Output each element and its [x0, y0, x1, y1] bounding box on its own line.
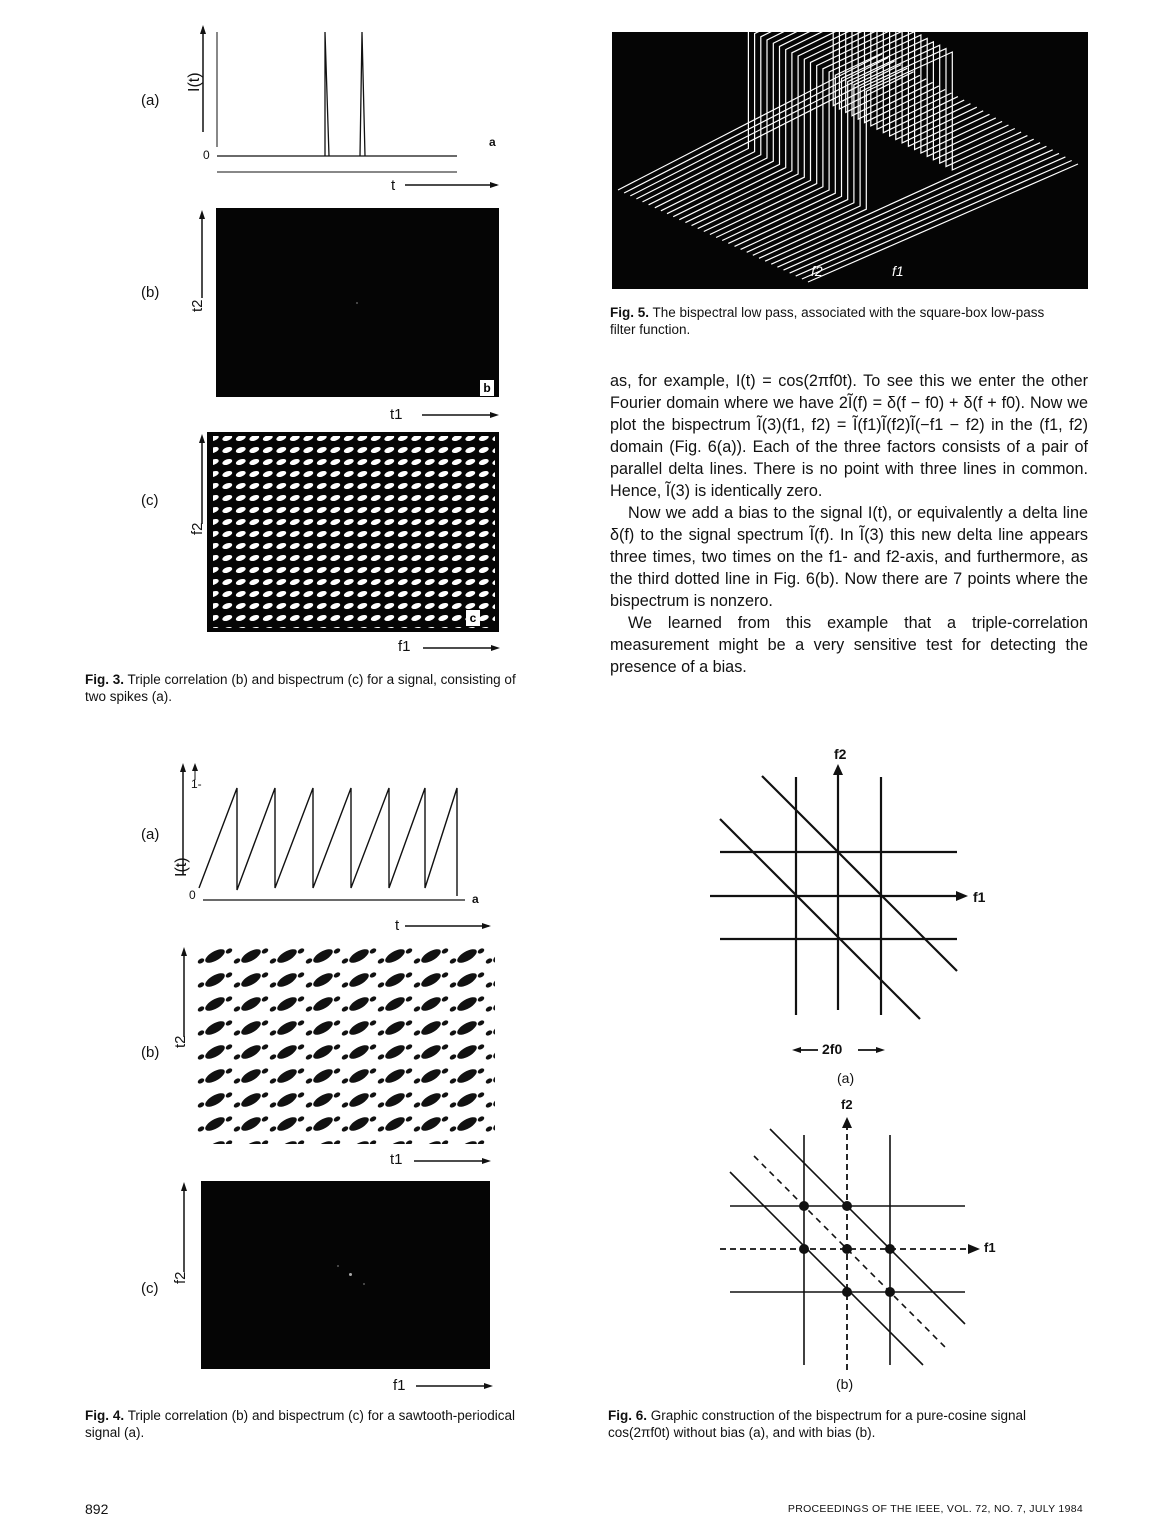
fig4-a-one: 1-	[191, 777, 202, 791]
fig6-a-construction-diagram	[700, 760, 980, 1060]
fig6-caption-text: Graphic construction of the bispectrum for a pure-cosine signal cos(2πf0t) without bias (a), and with bias (b).	[608, 1408, 1026, 1440]
fig3-c-tag: c	[466, 610, 480, 626]
fig6-b-axis-y-label: f2	[841, 1097, 853, 1112]
fig4-c-bispectrum-image	[201, 1181, 490, 1369]
fig5-label-f1: f1	[892, 263, 904, 279]
fig4-c-x-arrow	[414, 1381, 494, 1391]
fig3-caption-text: Triple correlation (b) and bispectrum (c) for a signal, consisting of two spikes (a).	[85, 672, 516, 704]
fig6-a-spacing-label: 2f0	[822, 1041, 843, 1057]
fig5-caption-text: The bispectral low pass, associated with the square-box low-pass filter function.	[610, 305, 1045, 337]
fig3-a-zero: 0	[203, 148, 210, 162]
fig4-a-tag: a	[472, 892, 479, 906]
fig4-panel-b-label: (b)	[141, 1044, 160, 1061]
journal-footer: PROCEEDINGS OF THE IEEE, VOL. 72, NO. 7, JULY 1984	[787, 1503, 1083, 1515]
fig5-caption-title: Fig. 5.	[610, 305, 650, 320]
fig4-panel-c-label: (c)	[141, 1280, 159, 1297]
fig4-b-ylabel: t2	[172, 1035, 189, 1048]
fig3-c-ylabel: f2	[189, 522, 206, 535]
fig3-panel-b-label: (b)	[141, 284, 160, 301]
fig5-caption	[610, 304, 1060, 338]
fig6-a-panel-label: (a)	[837, 1070, 855, 1086]
fig3-a-tag: a	[489, 135, 496, 149]
fig4-a-sawtooth-plot	[175, 760, 505, 940]
fig6-caption	[608, 1407, 1038, 1441]
fig3-b-y-arrow	[195, 208, 209, 308]
fig5-label-f2: f2	[811, 263, 823, 279]
fig4-b-y-arrow	[177, 945, 191, 1045]
fig3-panel-a-label: (a)	[141, 92, 160, 109]
fig4-caption-text: Triple correlation (b) and bispectrum (c) for a sawtooth-periodical signal (a).	[85, 1408, 515, 1440]
fig6-a-axis-x-label: f1	[973, 889, 986, 905]
fig6-b-axis-x-label: f1	[984, 1240, 996, 1255]
page-number: 892	[85, 1501, 109, 1517]
fig3-caption	[85, 671, 525, 705]
body-paragraph-2: Now we add a bias to the signal I(t), or equivalently a delta line δ(f) to the signal spectrum Ĩ(f). In Ĩ(3) this new delta line appears three times, two times on the f1- and f2-axis, and furthermore, as the third dotted line in Fig. 6(b). Now there are 7 points where the bispectrum is nonzero.	[610, 504, 1088, 610]
fig3-a-ylabel: I(t)	[186, 72, 203, 92]
fig3-a-xlabel: t	[391, 177, 396, 194]
fig4-b-x-arrow	[412, 1156, 492, 1166]
fig4-a-xlabel: t	[395, 917, 400, 934]
body-text	[610, 370, 1088, 678]
body-paragraph-1: as, for example, I(t) = cos(2πf0t). To see this we enter the other Fourier domain where we have 2Ĩ(f) = δ(f − f0) + δ(f + f0). Now we plot the bispectrum Ĩ(3)(f1, f2) = Ĩ(f1)Ĩ(f2)Ĩ(−f1 − f2) in the (f1, f2) domain (Fig. 6(a)). Each of the three factors consists of a pair of parallel delta lines. There is no point with three lines in common. Hence, Ĩ(3) is identically zero.	[610, 372, 1088, 500]
fig3-a-spikes-plot	[185, 22, 505, 197]
fig4-b-xlabel: t1	[390, 1151, 403, 1168]
fig4-b-triple-correlation-image	[197, 944, 495, 1144]
fig6-a-axis-y-label: f2	[834, 746, 847, 762]
fig3-b-xlabel: t1	[390, 406, 403, 423]
fig3-c-xlabel: f1	[398, 638, 411, 655]
fig3-b-triple-correlation-image	[216, 208, 499, 397]
fig3-caption-title: Fig. 3.	[85, 672, 125, 687]
fig5-lowpass-3d-image	[612, 32, 1088, 289]
fig4-caption	[85, 1407, 515, 1441]
fig6-caption-title: Fig. 6.	[608, 1408, 648, 1423]
fig4-caption-title: Fig. 4.	[85, 1408, 125, 1423]
fig4-a-ylabel: I(t)	[173, 857, 190, 877]
fig3-b-ylabel: t2	[189, 299, 206, 312]
fig4-c-xlabel: f1	[393, 1377, 406, 1394]
fig3-b-x-arrow	[420, 410, 500, 420]
fig4-a-zero: 0	[189, 888, 196, 902]
fig6-b-construction-diagram	[700, 1095, 1000, 1385]
fig4-panel-a-label: (a)	[141, 826, 160, 843]
fig3-c-bispectrum-image	[207, 432, 499, 632]
fig4-c-ylabel: f2	[172, 1271, 189, 1284]
fig6-b-panel-label: (b)	[836, 1376, 854, 1392]
fig3-b-tag: b	[480, 380, 494, 396]
fig4-c-y-arrow	[177, 1180, 191, 1280]
fig3-c-x-arrow	[421, 643, 501, 653]
fig3-panel-c-label: (c)	[141, 492, 159, 509]
body-paragraph-3: We learned from this example that a triple-correlation measurement might be a very sensitive test for detecting the presence of a bias.	[610, 614, 1088, 676]
